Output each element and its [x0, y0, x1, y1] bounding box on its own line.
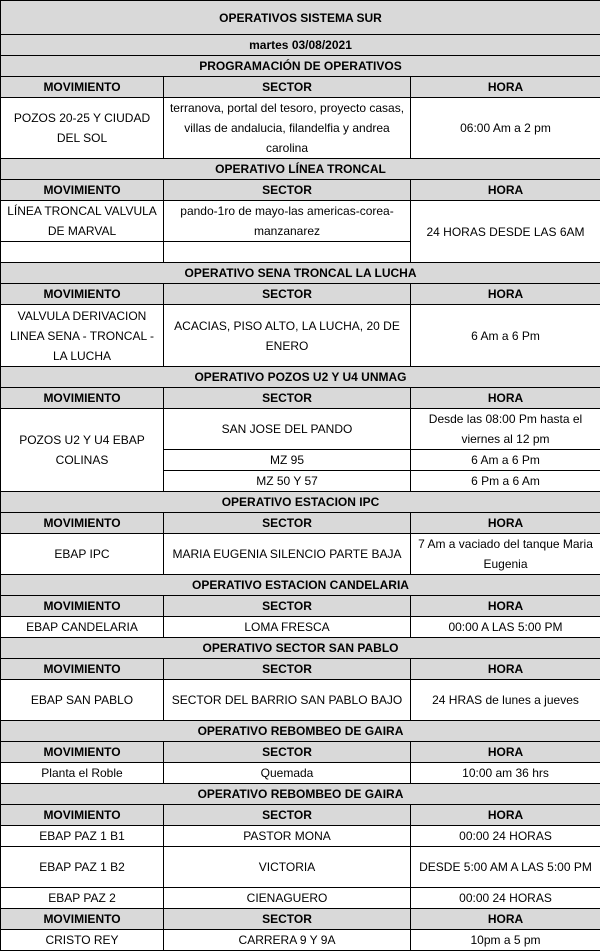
page-title: OPERATIVOS SISTEMA SUR: [1, 1, 600, 35]
header-sector: SECTOR: [164, 77, 411, 98]
cell-sector: CIENAGUERO: [164, 888, 411, 909]
cell-movimiento: EBAP SAN PABLO: [1, 680, 164, 721]
header-movimiento: MOVIMIENTO: [1, 513, 164, 534]
cell-hora: 7 Am a vaciado del tanque Maria Eugenia: [411, 534, 600, 575]
section-title: PROGRAMACIÓN DE OPERATIVOS: [1, 56, 600, 77]
cell-hora: 06:00 Am a 2 pm: [411, 98, 600, 159]
cell-movimiento: LÍNEA TRONCAL VALVULA DE MARVAL: [1, 201, 164, 242]
header-hora: HORA: [411, 513, 600, 534]
cell-sector: PASTOR MONA: [164, 826, 411, 847]
cell-hora: 10:00 am 36 hrs: [411, 763, 600, 784]
cell-hora: 6 Pm a 6 Am: [411, 471, 600, 492]
cell-sector: pando-1ro de mayo-las americas-corea-manzanarez: [164, 201, 411, 242]
cell-hora: 00:00 A LAS 5:00 PM: [411, 617, 600, 638]
header-sector: SECTOR: [164, 180, 411, 201]
cell-movimiento: POZOS 20-25 Y CIUDAD DEL SOL: [1, 98, 164, 159]
header-movimiento: MOVIMIENTO: [1, 659, 164, 680]
header-movimiento: MOVIMIENTO: [1, 742, 164, 763]
cell-sector: VICTORIA: [164, 847, 411, 888]
cell-sector: SECTOR DEL BARRIO SAN PABLO BAJO: [164, 680, 411, 721]
cell-sector: MZ 95: [164, 450, 411, 471]
cell-empty: [164, 242, 411, 263]
cell-empty: [1, 242, 164, 263]
cell-hora: 10pm a 5 pm: [411, 930, 600, 951]
section-title: OPERATIVO SECTOR SAN PABLO: [1, 638, 600, 659]
header-hora: HORA: [411, 77, 600, 98]
cell-movimiento: EBAP PAZ 2: [1, 888, 164, 909]
header-hora: HORA: [411, 659, 600, 680]
cell-movimiento: VALVULA DERIVACION LINEA SENA - TRONCAL - LA LUCHA: [1, 305, 164, 367]
header-hora: HORA: [411, 284, 600, 305]
cell-sector: MARIA EUGENIA SILENCIO PARTE BAJA: [164, 534, 411, 575]
cell-movimiento: CRISTO REY: [1, 930, 164, 951]
section-title: OPERATIVO ESTACION CANDELARIA: [1, 575, 600, 596]
header-hora: HORA: [411, 180, 600, 201]
cell-movimiento: EBAP PAZ 1 B1: [1, 826, 164, 847]
section-title: OPERATIVO ESTACION IPC: [1, 492, 600, 513]
cell-hora: 00:00 24 HORAS: [411, 826, 600, 847]
header-movimiento: MOVIMIENTO: [1, 180, 164, 201]
cell-sector: LOMA FRESCA: [164, 617, 411, 638]
date-label: martes 03/08/2021: [1, 35, 600, 56]
header-hora: HORA: [411, 596, 600, 617]
header-movimiento: MOVIMIENTO: [1, 805, 164, 826]
header-sector: SECTOR: [164, 742, 411, 763]
header-movimiento: MOVIMIENTO: [1, 284, 164, 305]
cell-hora: 6 Am a 6 Pm: [411, 305, 600, 367]
cell-sector: SAN JOSE DEL PANDO: [164, 409, 411, 450]
header-sector: SECTOR: [164, 659, 411, 680]
cell-sector: MZ 50 Y 57: [164, 471, 411, 492]
cell-movimiento: EBAP CANDELARIA: [1, 617, 164, 638]
section-title: OPERATIVO SENA TRONCAL LA LUCHA: [1, 263, 600, 284]
header-movimiento: MOVIMIENTO: [1, 77, 164, 98]
header-sector: SECTOR: [164, 596, 411, 617]
cell-movimiento: EBAP PAZ 1 B2: [1, 847, 164, 888]
header-sector: SECTOR: [164, 513, 411, 534]
cell-sector: Quemada: [164, 763, 411, 784]
section-title: OPERATIVO REBOMBEO DE GAIRA: [1, 784, 600, 805]
header-hora: HORA: [411, 909, 600, 930]
cell-hora: Desde las 08:00 Pm hasta el viernes al 12 pm: [411, 409, 600, 450]
cell-movimiento: EBAP IPC: [1, 534, 164, 575]
header-sector: SECTOR: [164, 805, 411, 826]
header-hora: HORA: [411, 388, 600, 409]
header-sector: SECTOR: [164, 388, 411, 409]
cell-sector: CARRERA 9 Y 9A: [164, 930, 411, 951]
cell-movimiento: POZOS U2 Y U4 EBAP COLINAS: [1, 409, 164, 492]
header-movimiento: MOVIMIENTO: [1, 596, 164, 617]
section-title: OPERATIVO REBOMBEO DE GAIRA: [1, 721, 600, 742]
section-title: OPERATIVO LÍNEA TRONCAL: [1, 159, 600, 180]
cell-movimiento: Planta el Roble: [1, 763, 164, 784]
header-sector: SECTOR: [164, 284, 411, 305]
cell-sector: ACACIAS, PISO ALTO, LA LUCHA, 20 DE ENERO: [164, 305, 411, 367]
cell-hora: 6 Am a 6 Pm: [411, 450, 600, 471]
section-title: OPERATIVO POZOS U2 Y U4 UNMAG: [1, 367, 600, 388]
header-sector: SECTOR: [164, 909, 411, 930]
header-movimiento: MOVIMIENTO: [1, 909, 164, 930]
cell-hora: 24 HORAS DESDE LAS 6AM: [411, 201, 600, 263]
cell-sector: terranova, portal del tesoro, proyecto casas, villas de andalucia, filandelfia y andrea carolina: [164, 98, 411, 159]
header-hora: HORA: [411, 805, 600, 826]
header-movimiento: MOVIMIENTO: [1, 388, 164, 409]
cell-hora: DESDE 5:00 AM A LAS 5:00 PM: [411, 847, 600, 888]
cell-hora: 24 HRAS de lunes a jueves: [411, 680, 600, 721]
header-hora: HORA: [411, 742, 600, 763]
cell-hora: 00:00 24 HORAS: [411, 888, 600, 909]
